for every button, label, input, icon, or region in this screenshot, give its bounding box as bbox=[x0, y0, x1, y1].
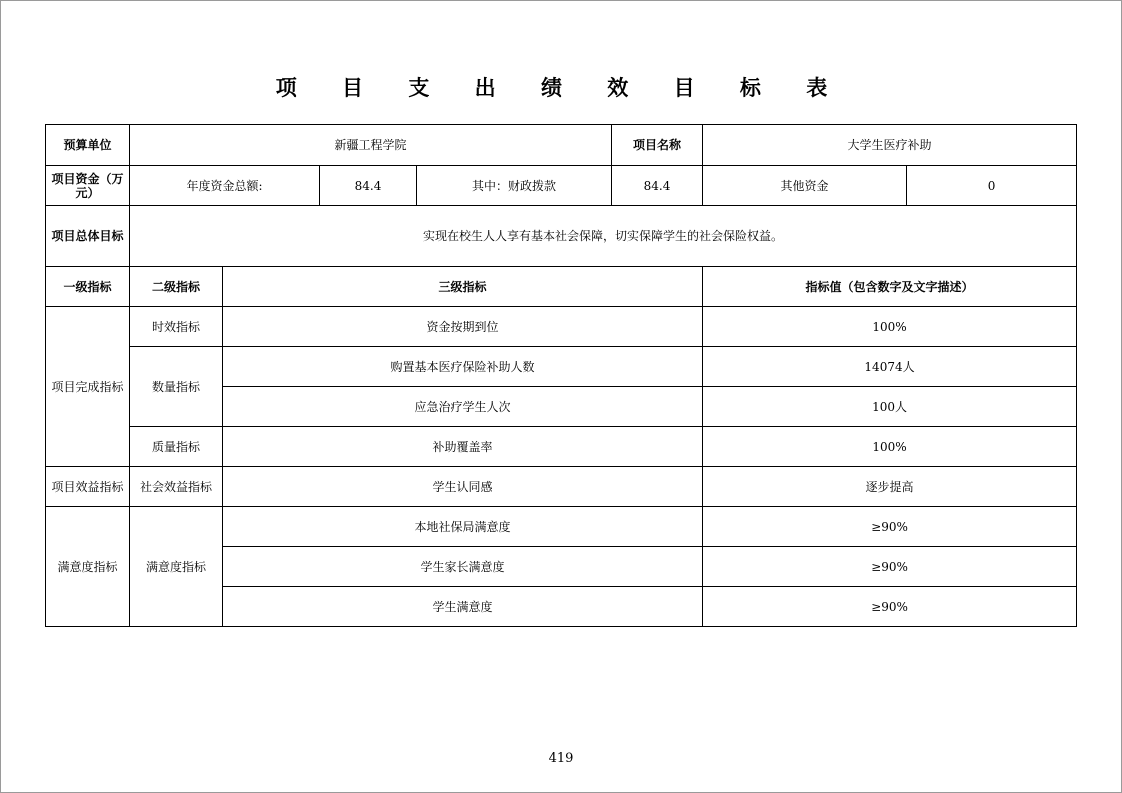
level2-social-benefit: 社会效益指标 bbox=[130, 467, 223, 507]
level3-indicator: 补助覆盖率 bbox=[223, 427, 703, 467]
total-funds-label: 年度资金总额: bbox=[130, 166, 320, 206]
budget-unit-value: 新疆工程学院 bbox=[130, 125, 612, 166]
indicator-value: 100人 bbox=[703, 387, 1077, 427]
project-name-label: 项目名称 bbox=[612, 125, 703, 166]
budget-unit-row bbox=[46, 125, 1077, 166]
indicator-value: 100% bbox=[703, 307, 1077, 347]
other-funds-label: 其他资金 bbox=[703, 166, 907, 206]
column-header-level1: 一级指标 bbox=[46, 267, 130, 307]
level3-indicator: 学生家长满意度 bbox=[223, 547, 703, 587]
column-header-value: 指标值（包含数字及文字描述） bbox=[703, 267, 1077, 307]
page-number: 419 bbox=[548, 751, 574, 766]
level2-quality: 质量指标 bbox=[130, 427, 223, 467]
overall-goal-label: 项目总体目标 bbox=[46, 206, 130, 267]
table-row bbox=[46, 467, 1077, 507]
level3-indicator: 学生认同感 bbox=[223, 467, 703, 507]
budget-unit-label: 预算单位 bbox=[46, 125, 130, 166]
level3-indicator: 本地社保局满意度 bbox=[223, 507, 703, 547]
overall-goal-row bbox=[46, 206, 1077, 267]
total-funds-value: 84.4 bbox=[320, 166, 417, 206]
column-header-level2: 二级指标 bbox=[130, 267, 223, 307]
indicator-header-row bbox=[46, 267, 1077, 307]
indicator-value: 100% bbox=[703, 427, 1077, 467]
fiscal-funds-label: 其中：财政拨款 bbox=[417, 166, 612, 206]
funds-row bbox=[46, 166, 1077, 206]
table-row bbox=[46, 307, 1077, 347]
indicator-value: 14074人 bbox=[703, 347, 1077, 387]
indicator-value: ≥90% bbox=[703, 507, 1077, 547]
fiscal-funds-value: 84.4 bbox=[612, 166, 703, 206]
table-row bbox=[46, 507, 1077, 547]
funds-label: 项目资金（万元） bbox=[46, 166, 130, 206]
performance-goal-table bbox=[45, 124, 1077, 627]
column-header-level3: 三级指标 bbox=[223, 267, 703, 307]
indicator-value: ≥90% bbox=[703, 587, 1077, 627]
level3-indicator: 应急治疗学生人次 bbox=[223, 387, 703, 427]
table-row bbox=[46, 347, 1077, 387]
level1-benefit: 项目效益指标 bbox=[46, 467, 130, 507]
level1-satisfaction: 满意度指标 bbox=[46, 507, 130, 627]
level2-timeliness: 时效指标 bbox=[130, 307, 223, 347]
indicator-value: 逐步提高 bbox=[703, 467, 1077, 507]
project-name-value: 大学生医疗补助 bbox=[703, 125, 1077, 166]
other-funds-value: 0 bbox=[907, 166, 1077, 206]
overall-goal-text: 实现在校生人人享有基本社会保障，切实保障学生的社会保险权益。 bbox=[130, 206, 1077, 267]
level1-completion: 项目完成指标 bbox=[46, 307, 130, 467]
level2-satisfaction: 满意度指标 bbox=[130, 507, 223, 627]
page-title: 项 目 支 出 绩 效 目 标 表 bbox=[275, 76, 847, 100]
level3-indicator: 购置基本医疗保险补助人数 bbox=[223, 347, 703, 387]
level2-quantity: 数量指标 bbox=[130, 347, 223, 427]
level3-indicator: 学生满意度 bbox=[223, 587, 703, 627]
level3-indicator: 资金按期到位 bbox=[223, 307, 703, 347]
table-row bbox=[46, 427, 1077, 467]
indicator-value: ≥90% bbox=[703, 547, 1077, 587]
